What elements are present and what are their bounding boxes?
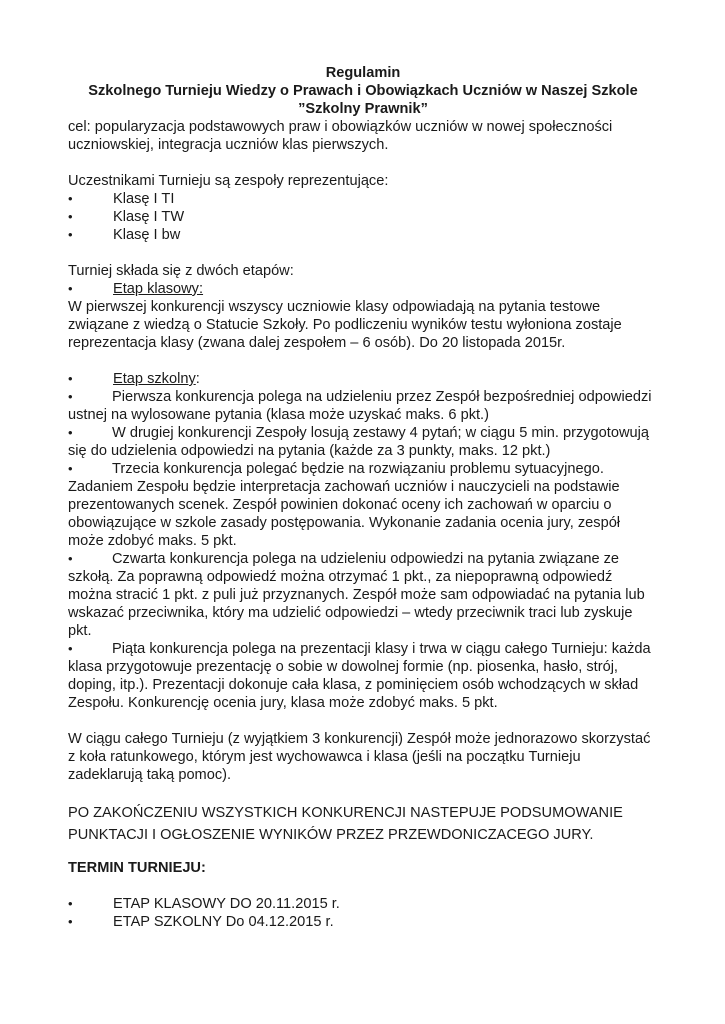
bullet-icon: • [68,191,73,206]
competition-item [68,424,658,460]
competition-item [68,550,658,640]
bullet-icon: • [68,896,73,911]
bullet-icon: • [68,425,73,440]
bullet-icon: • [68,371,73,386]
list-item [68,190,658,208]
school-stage-colon: : [195,371,200,387]
participant-class: Klasę I TW [113,209,185,225]
competition-item [68,460,658,550]
class-stage-text: W pierwszej konkurencji wszyscy uczniowie klasy odpowiadają na pytania testowe związane z wiedzą o Statucie Szkoły. Po podliczeniu wyników testu wyłoniona zostaje reprezentacja klasy (zwana dalej zespołem – 6 osób). Do 20 listopada 2015r. [68,299,622,351]
bullet-icon: • [68,209,73,224]
list-item [68,280,658,298]
bullet-icon: • [68,461,73,476]
document-page [68,64,658,931]
bullet-icon: • [68,641,73,656]
doc-title: Regulamin [325,65,401,81]
deadline-heading: TERMIN TURNIEJU: [68,860,206,876]
list-item [68,913,658,931]
goal-paragraph: cel: popularyzacja podstawowych praw i obowiązków uczniów w nowej społeczności uczniowskiej, integracja uczniów klas pierwszych. [68,119,613,153]
competition-text: Czwarta konkurencja polega na udzieleniu odpowiedzi na pytania związane ze szkołą. Za poprawną odpowiedź można otrzymać 1 pkt., za niepoprawną odpowiedź można stracić 1 pkt. z puli już przyznanych. Zespół może sam odpowiadać na pytania lub wskazać przeciwnika, który ma udzielić odpowiedzi – wtedy przeciwnik traci lub zyskuje pkt. [68,551,645,639]
bullet-icon: • [68,389,73,404]
lifeline-paragraph: W ciągu całego Turnieju (z wyjątkiem 3 konkurencji) Zespół może jednorazowo skorzystać z koła ratunkowego, którym jest wychowawca i klasa (jeśli na początku Turnieju zadeklarują taką pomoc). [68,731,651,783]
deadline-item: ETAP SZKOLNY Do 04.12.2015 r. [113,914,334,930]
list-item [68,895,658,913]
bullet-icon: • [68,281,73,296]
participant-class: Klasę I TI [113,191,175,207]
competition-text: Trzecia konkurencja polegać będzie na rozwiązaniu problemu sytuacyjnego. Zadaniem Zespołu będzie interpretacja zachowań uczniów i nauczycieli na podstawie prezentowanych scenek. Zespół powinien dokonać oceny ich zachowań w oparciu o obowiązujące w szkole zasady postępowania. Wykonanie zadania ocenia jury, zespół może zdobyć maks. 5 pkt. [68,461,621,549]
deadline-item: ETAP KLASOWY DO 20.11.2015 r. [113,896,340,912]
doc-tournament-name: ”Szkolny Prawnik” [298,101,428,117]
class-stage-label: Etap klasowy: [113,281,204,297]
list-item [68,208,658,226]
bullet-icon: • [68,914,73,929]
bullet-icon: • [68,227,73,242]
bullet-icon: • [68,551,73,566]
competition-item [68,640,658,712]
competition-text: Pierwsza konkurencja polega na udzieleniu przez Zespół bezpośredniej odpowiedzi ustnej na wylosowane pytania (klasa może uzyskać maks. 6 pkt.) [68,389,652,423]
participants-lead: Uczestnikami Turnieju są zespoły reprezentujące: [68,173,389,189]
competition-item [68,388,658,424]
list-item [68,370,658,388]
list-item [68,226,658,244]
closing-paragraph: PO ZAKOŃCZENIU WSZYSTKICH KONKURENCJI NASTEPUJE PODSUMOWANIE PUNKTACJI I OGŁOSZENIE WYNIKÓW PRZEZ PRZEWDONICZACEGO JURY. [68,805,623,843]
competition-text: W drugiej konkurencji Zespoły losują zestawy 4 pytań; w ciągu 5 min. przygotowują się do udzielenia odpowiedzi na pytania (każde za 3 punkty, maks. 12 pkt.) [68,425,649,459]
competition-text: Piąta konkurencja polega na prezentacji klasy i trwa w ciągu całego Turnieju: każda klasa przygotowuje prezentację o sobie w dowolnej formie (np. piosenka, hasło, strój, doping, itp.). Prezentacji dokonuje cała klasa, z pominięciem osób wchodzących w skład Zespołu. Konkurencję ocenia jury, klasa może zdobyć maks. 5 pkt. [68,641,651,711]
stages-lead: Turniej składa się z dwóch etapów: [68,263,294,279]
school-stage-heading [113,370,200,388]
participant-class: Klasę I bw [113,227,181,243]
doc-subtitle: Szkolnego Turnieju Wiedzy o Prawach i Obowiązkach Uczniów w Naszej Szkole [88,83,638,99]
school-stage-label: Etap szkolny [113,371,196,387]
